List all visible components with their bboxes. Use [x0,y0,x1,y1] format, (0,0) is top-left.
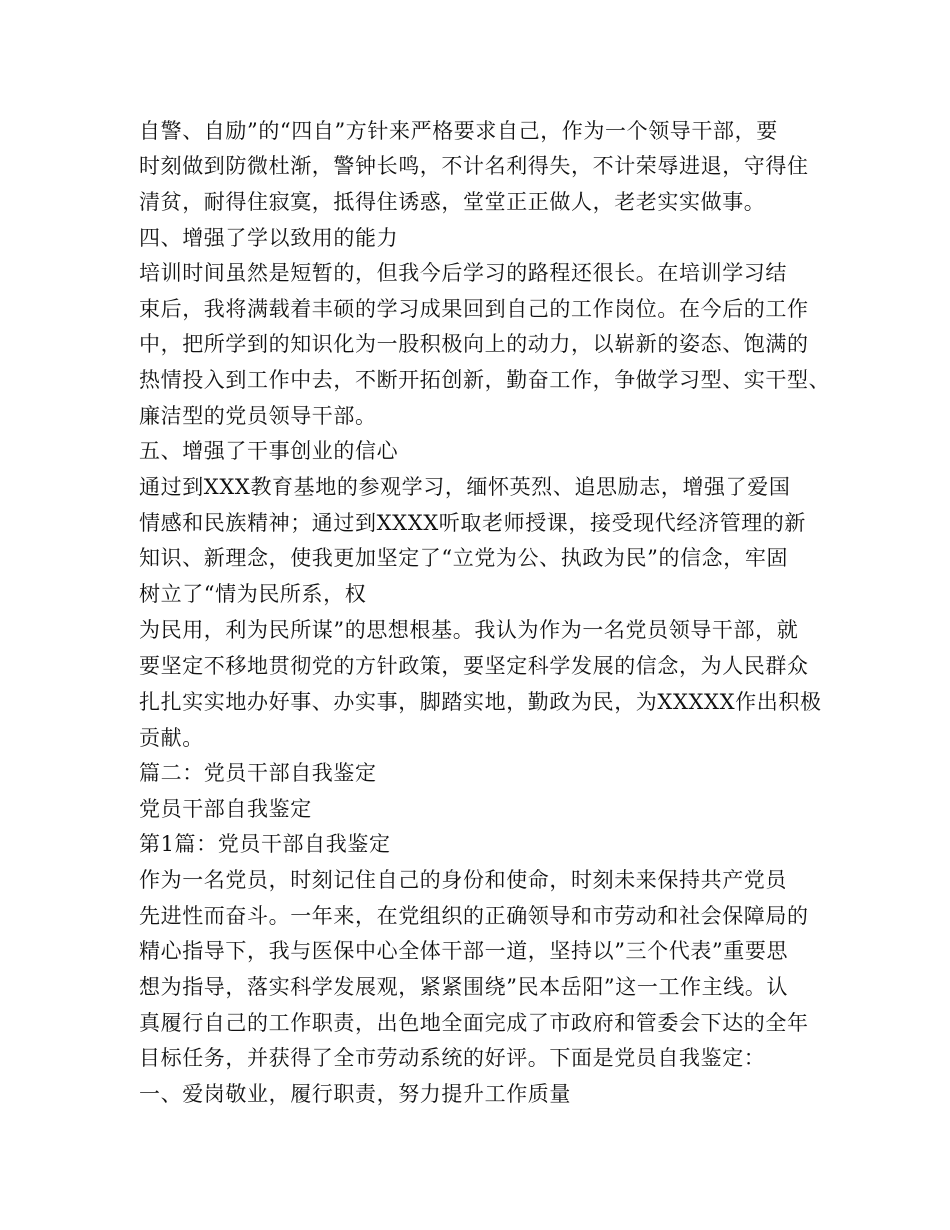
text-line: 为民用，利为民所谋”的思想根基。我认为作为一名党员领导干部，就 [139,618,799,642]
text-line: 树立了“情为民所系，权 [139,582,367,606]
text-line: 通过到XXX教育基地的参观学习，缅怀英烈、追思励志，增强了爱国 [139,475,791,499]
text-line: 热情投入到工作中去，不断开拓创新，勤奋工作，争做学习型、实干型、 [139,368,831,392]
text-line: 目标任务，并获得了全市劳动系统的好评。下面是党员自我鉴定： [139,1046,766,1070]
text-line: 自警、自励”的“四自”方针来严格要求自己，作为一个领导干部，要 [139,119,778,143]
text-line: 作为一名党员，时刻记住自己的身份和使命，时刻未来保持共产党员 [139,868,787,892]
section-heading: 一、爱岗敬业，履行职责，努力提升工作质量 [139,1082,571,1106]
text-line: 知识、新理念，使我更加坚定了“立党为公、执政为民”的信念，牢固 [139,546,789,570]
chapter-heading: 篇二：党员干部自我鉴定 [139,761,377,785]
text-line: 廉洁型的党员领导干部。 [139,404,377,428]
text-line: 束后，我将满载着丰硕的学习成果回到自己的工作岗位。在今后的工作 [139,297,809,321]
text-line: 中，把所学到的知识化为一股积极向上的动力，以崭新的姿态、饱满的 [139,332,809,356]
section-heading: 第1篇：党员干部自我鉴定 [139,832,391,856]
text-line: 要坚定不移地贯彻党的方针政策，要坚定科学发展的信念，为人民群众 [139,654,809,678]
text-line: 培训时间虽然是短暂的，但我今后学习的路程还很长。在培训学习结 [139,261,787,285]
text-line: 扎扎实实地办好事、办实事，脚踏实地，勤政为民，为XXXXX作出积极 [139,690,822,714]
text-line: 先进性而奋斗。一年来，在党组织的正确领导和市劳动和社会保障局的 [139,904,809,928]
section-heading: 党员干部自我鉴定 [139,797,312,821]
text-line: 清贫，耐得住寂寞，抵得住诱惑，堂堂正正做人，老老实实做事。 [139,190,766,214]
text-line: 想为指导，落实科学发展观，紧紧围绕”民本岳阳”这一工作主线。认 [139,975,789,999]
text-line: 情感和民族精神；通过到XXXX听取老师授课，接受现代经济管理的新 [139,511,806,535]
text-line: 精心指导下，我与医保中心全体干部一道，坚持以”三个代表”重要思 [139,939,789,963]
text-line: 贡献。 [139,726,204,750]
text-line: 真履行自己的工作职责，出色地全面完成了市政府和管委会下达的全年 [139,1011,809,1035]
section-heading: 四、增强了学以致用的能力 [139,226,399,250]
section-heading: 五、增强了干事创业的信心 [139,439,399,463]
text-line: 时刻做到防微杜渐，警钟长鸣，不计名利得失，不计荣辱进退，守得住 [139,154,809,178]
